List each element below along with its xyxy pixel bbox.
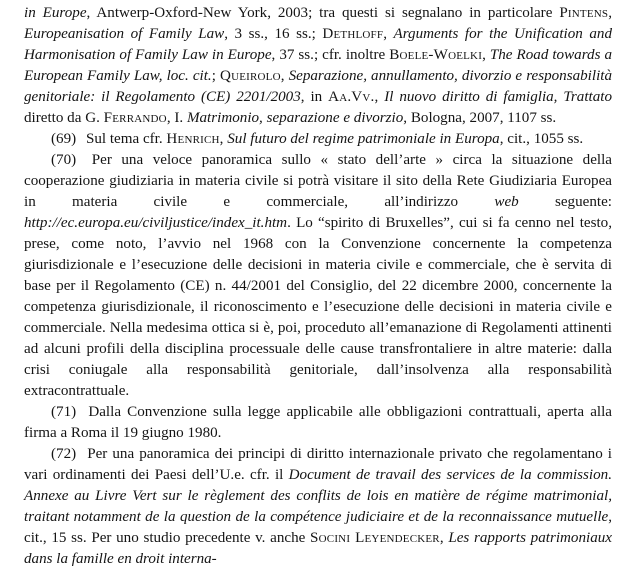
text-run: Sul tema cfr. — [85, 131, 167, 147]
italic-run: Matrimonio, separazione e divorzio — [186, 110, 404, 126]
italic-run: web — [494, 194, 519, 210]
text-run: , cit., 15 ss. Per uno studio precedente v. anche — [24, 509, 612, 546]
italic-run: Document de travail des services de la commission. Annexe au Livre Vert sur le règlement des conflits de lois en matière de régime matrimonial, traitant notamment de la question de la compétence judiciaire et de la reconnaissance mutuelle — [24, 467, 612, 525]
text-run: ; — [211, 68, 220, 84]
author-name: Boele-Woelki — [389, 47, 483, 63]
footnote-71 — [24, 402, 612, 444]
footnote-number: (70) — [51, 152, 77, 168]
footnote-text — [24, 152, 612, 399]
text-run: , — [383, 26, 394, 42]
text-run: , — [482, 47, 490, 63]
text-run: , — [608, 5, 612, 21]
footnote-paragraph — [24, 3, 612, 129]
italic-run: Les rapports patrimoniaux dans la famille en droit interna- — [24, 530, 613, 567]
text-run: , in — [300, 89, 329, 105]
author-name: Henrich — [166, 131, 220, 147]
author-name: Pintens — [559, 5, 609, 21]
text-run: , — [374, 89, 385, 105]
text-run: , I. — [166, 110, 187, 126]
web-link[interactable]: http://ec.europa.eu/civiljustice/index_it.htm — [24, 215, 288, 231]
text-run: Per una veloce panoramica sullo « stato dell’arte » circa la situazione della cooperazione giudiziaria in materia civile si potrà visitare il sito della Rete Giudiziaria Europea in materia civile e commerciale, all’indirizzo — [24, 152, 612, 210]
footnote-text — [24, 446, 612, 567]
footnote-text — [24, 404, 612, 441]
footnote-number: (69) — [51, 131, 77, 147]
text-run: , — [219, 131, 228, 147]
text-run: , 3 ss., 16 ss.; — [224, 26, 323, 42]
footnote-number: (71) — [51, 404, 77, 420]
italic-run: Arguments for the Unification and Harmonisation of Family Law in Europe — [24, 26, 613, 63]
author-name: Aa.Vv. — [328, 89, 375, 105]
italic-run: Il nuovo diritto di famiglia, Trattato — [384, 89, 613, 105]
text-run: Per una panoramica dei principi di diritto internazionale privato che regolamentano i vari ordinamenti dei Paesi dell’U.e. cfr. il — [24, 446, 612, 483]
author-name: Ferrando — [103, 110, 167, 126]
italic-run: Separazione, annullamento, divorzio e responsabilità genitoriale: il Regolamento (CE) 2201/2003 — [24, 68, 613, 105]
italic-run: Sul futuro del regime patrimoniale in Europa — [227, 131, 500, 147]
author-name: Queirolo — [219, 68, 281, 84]
footnote-70 — [24, 150, 612, 402]
footnote-paragraph — [24, 402, 612, 444]
footnote-paragraph — [24, 129, 612, 150]
italic-run: in Europe — [24, 5, 87, 21]
text-run: , Bologna, 2007, 1107 ss. — [403, 110, 557, 126]
text-run: seguente: — [518, 194, 612, 210]
text-run: , Antwerp-Oxford-New York, 2003; tra questi si segnalano in particolare — [86, 5, 560, 21]
text-run: , 37 ss.; cfr. inoltre — [271, 47, 390, 63]
italic-run: The Road towards a European Family Law, loc. cit. — [24, 47, 612, 84]
text-run: , — [280, 68, 289, 84]
text-run: Dalla Convenzione sulla legge applicabile alle obbligazioni contrattuali, aperta alla firma a Roma il 19 giugno 1980. — [24, 404, 612, 441]
author-name: Socini Leyendecker — [310, 530, 440, 546]
author-name: Dethloff — [322, 26, 384, 42]
footnote-paragraph — [24, 444, 612, 570]
footnotes-block — [24, 3, 612, 570]
footnote-72 — [24, 444, 612, 570]
text-run: diretto da G. — [24, 110, 104, 126]
footnote-text — [24, 5, 612, 126]
text-run: , cit., 1055 ss. — [499, 131, 584, 147]
text-run: , — [439, 530, 449, 546]
italic-run: Europeanisation of Family Law — [24, 26, 225, 42]
footnote-69 — [24, 129, 612, 150]
footnote-paragraph — [24, 150, 612, 402]
footnote-text — [86, 131, 583, 147]
footnote-number: (72) — [51, 446, 77, 462]
footnote-68-continuation — [24, 3, 612, 129]
text-run: . Lo “spirito di Bruxelles”, cui si fa cenno nel testo, prese, come noto, l’avvio nel 1968 con la Convenzione concernente la competenza giurisdizionale e l’esecuzione delle decisioni in materia civile e commerciale, che è servita di base per il Regolamento (CE) n. 44/2001 del Consiglio, del 22 dicembre 2000, concernente la competenza giurisdizionale, il riconoscimento e l’esecuzione delle decisioni in materia civile e commerciale. Nella medesima ottica si è, poi, proceduto all’emanazione di Regolamenti attinenti ad alcuni profili della disciplina processuale delle cause transfrontaliere in altre materie: dalla crisi coniugale alla responsabilità genitoriale, dall’insolvenza alla responsabilità extracontrattuale. — [24, 215, 612, 399]
